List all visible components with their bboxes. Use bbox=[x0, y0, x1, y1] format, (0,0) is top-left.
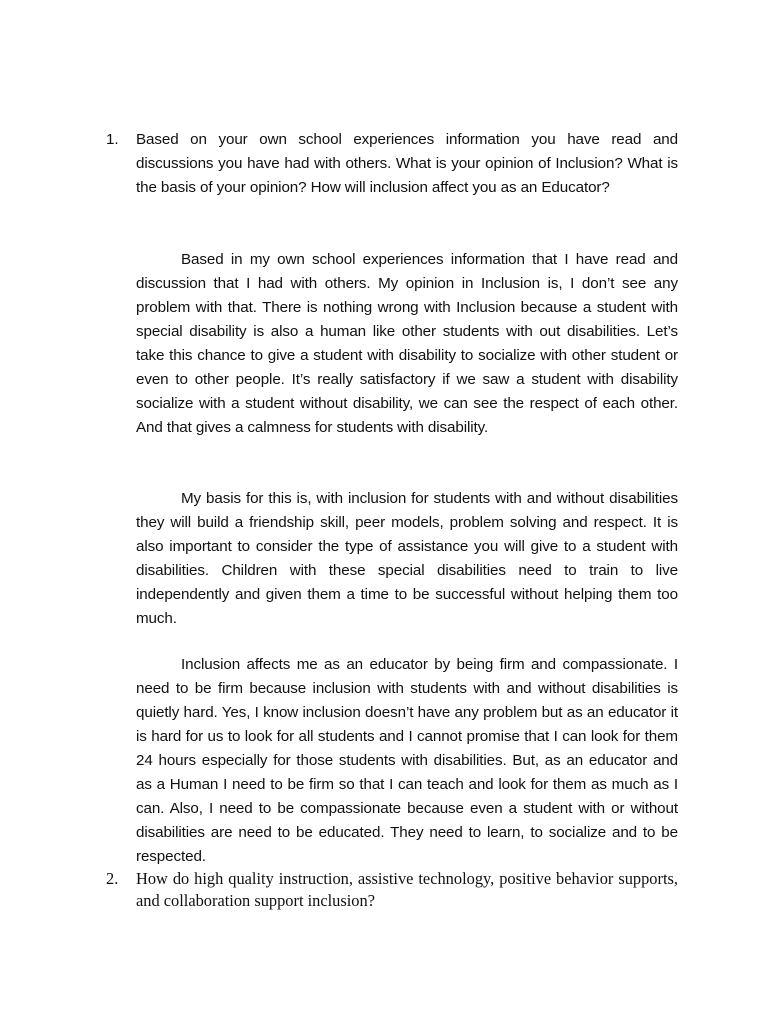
question-1-text: Based on your own school experiences information you have read and discussions you have had with others. What is your opinion of Inclusion? What is the basis of your opinion? How will inclusion affect you as an Educator? bbox=[136, 131, 678, 196]
answer-paragraph-basis: My basis for this is, with inclusion for students with and without disabilities they will build a friendship skill, peer models, problem solving and respect. It is also important to consider the type of assistance you will give to a student with disabilities. Children with these special disabilities need to train to live independently and given them a time to be successful without helping them too much. bbox=[136, 490, 678, 627]
question-1-number: 1. bbox=[106, 131, 119, 148]
answer-paragraph-effect: Inclusion affects me as an educator by being firm and compassionate. I need to be firm because inclusion with students with and without disabilities is quietly hard. Yes, I know inclusion doesn’t have any problem but as an educator it is hard for us to look for all students and I cannot promise that I can look for them 24 hours especially for those students with disabilities. But, as an educator and as a Human I need to be firm so that I can teach and look for them as much as I can. Also, I need to be compassionate because even a student with or without disabilities are need to be educated. They need to learn, to socialize and to be respected. bbox=[136, 656, 678, 865]
question-2-number: 2. bbox=[106, 869, 119, 888]
question-2-text: How do high quality instruction, assistive technology, positive behavior supports, and collaboration support inclusion? bbox=[136, 869, 678, 910]
answer-paragraph-opinion: Based in my own school experiences information that I have read and discussion that I had with others. My opinion in Inclusion is, I don’t see any problem with that. There is nothing wrong with Inclusion because a student with special disability is also a human like other students with out disabilities. Let’s take this chance to give a student with disability to socialize with other student or even to other people. It’s really satisfactory if we saw a student with disability socialize with a student without disability, we can see the respect of each other. And that gives a calmness for students with disability. bbox=[136, 251, 678, 436]
